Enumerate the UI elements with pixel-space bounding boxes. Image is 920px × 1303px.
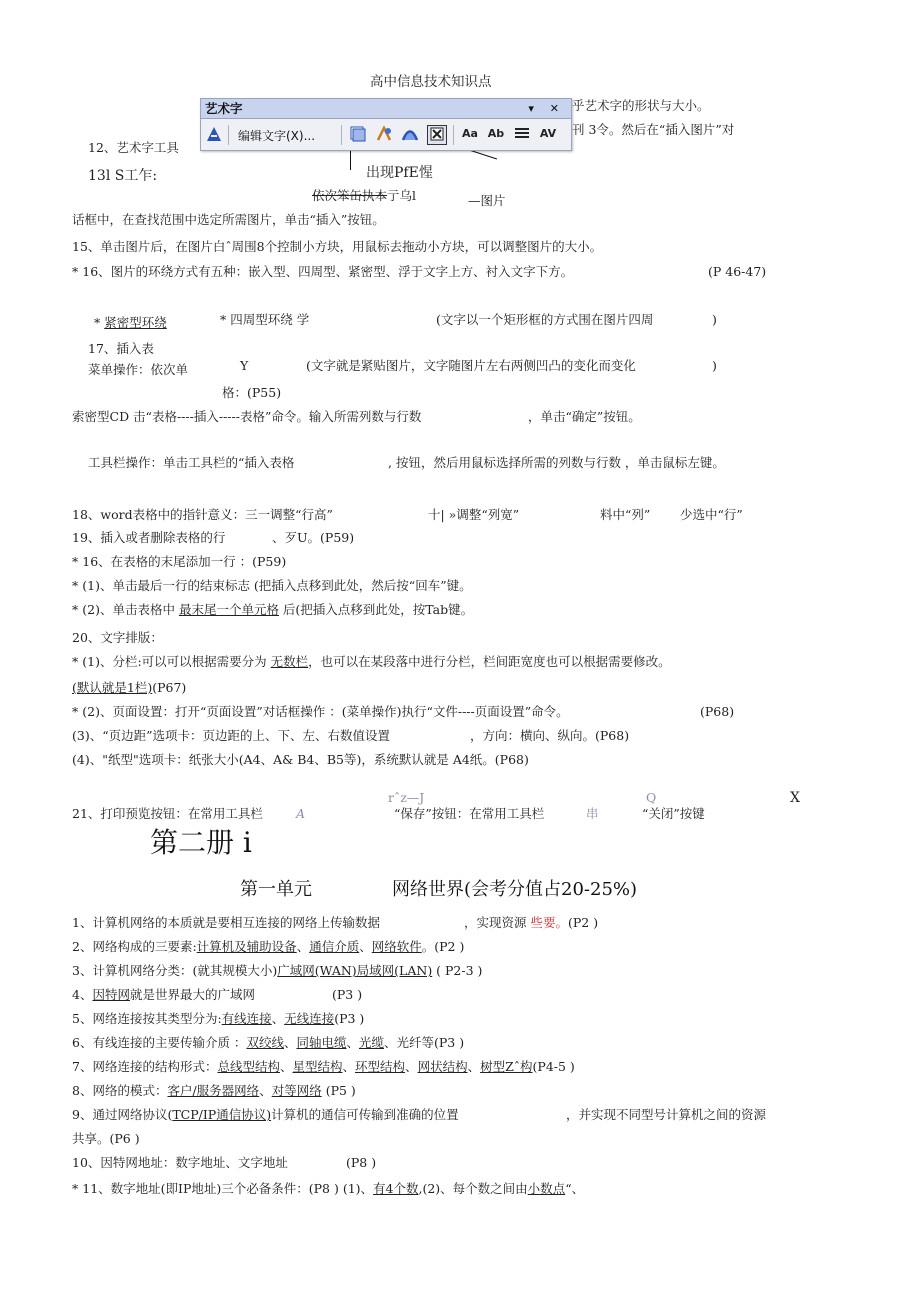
wordart-toolbar-titlebar [201, 99, 571, 119]
net-line-9d: 共享。(P6 ) [72, 1131, 140, 1146]
line-16-ref: (P 46-47) [708, 264, 767, 279]
line-20-1: * (1)、分栏:可以可以根据需要分为 无数栏，也可以在某段落中进行分栏，栏间距宽度也可以根据需要修改。 [72, 654, 671, 669]
wordart-toolbar [200, 98, 572, 151]
menu-command: 索密型CD 击“表格----插入-----表格”命令。输入所需列数与行数 [72, 409, 422, 424]
overlay-mid-3: —图片 [468, 193, 506, 208]
item-12: 12、艺术字工具 [88, 140, 179, 155]
volume-heading: 第二册 i [150, 826, 252, 859]
line-16b-1: * (1)、单击最后一行的结束标志 (把插入点移到此处，然后按“回车”键。 [72, 578, 472, 593]
faint-mark-1: rˆz—J [388, 790, 425, 805]
toolbar-window-controls[interactable]: ▾ ✕ [528, 102, 565, 115]
paren-close-1: ) [712, 312, 717, 327]
overlay-mid-2 [312, 188, 416, 203]
item-17: 17、插入表 [88, 341, 154, 356]
line-21b: “保存”按钮：在常用工具栏 [394, 806, 545, 821]
net-line-1b: ，实现资源 些要。(P2 ) [464, 915, 599, 930]
net-line-3: 3、计算机网络分类：(就其规模大小)广域网(WAN)局域网(LAN) ( P2-3 ) [72, 963, 483, 978]
net-line-4: 4、因特网就是世界最大的广域网 [72, 987, 255, 1002]
menu-command-2: ，单击“确定”按钮。 [528, 409, 641, 424]
unit-heading: 第一单元 [240, 879, 312, 900]
wordart-shape-icon[interactable] [401, 125, 419, 143]
net-line-4-ref: (P3 ) [332, 987, 363, 1002]
line-18c: 料中“列” [600, 507, 651, 522]
overlay-mid-1: 出现PfE惺 [366, 165, 433, 181]
line-16b-2: * (2)、单击表格中 最末尾一个单元格 后(把插入点移到此处，按Tab键。 [72, 602, 474, 617]
alignment-icon[interactable] [513, 125, 531, 143]
same-letter-heights-icon[interactable]: Aa [462, 127, 478, 140]
item-13: 13l S工乍: [88, 168, 158, 184]
toolbar-operation: 工具栏操作：单击工具栏的“插入表格 [88, 455, 295, 470]
document-title: 高中信息技术知识点 [370, 74, 492, 90]
toolbar-separator [453, 125, 454, 145]
line-20-3b: ，方向：横向、纵向。(P68) [470, 728, 630, 743]
net-line-9: 9、通过网络协议(TCP/IP通信协议)计算机的通信可传输到准确的位置 [72, 1107, 459, 1122]
net-line-6: 6、有线连接的主要传输介质 ：双绞线、同轴电缆、光缆、光纤等(P3 ) [72, 1035, 465, 1050]
net-line-5: 5、网络连接按其类型分为:有线连接、无线连接(P3 ) [72, 1011, 365, 1026]
x-mark: X [790, 790, 800, 806]
overlay-text-right-1: 乎艺术字的形状与大小。 [572, 98, 710, 113]
toolbar-separator [341, 125, 342, 145]
net-line-8: 8、网络的模式：客户/服务器网络、对等网络 (P5 ) [72, 1083, 356, 1098]
net-line-10: 10、因特网地址：数字地址、文字地址 [72, 1155, 288, 1170]
wrap-square-desc: (文字以一个矩形框的方式围在图片四周 [436, 312, 654, 327]
character-spacing-icon[interactable]: AV [539, 127, 557, 140]
toolbar-separator [228, 125, 229, 145]
net-line-7: 7、网络连接的结构形式：总线型结构、星型结构、环型结构、网状结构、树型Zˆ构(P4-5 ) [72, 1059, 575, 1074]
line-21c: “关闭”按键 [642, 806, 705, 821]
faint-mark-2: Q [646, 790, 657, 805]
grid-ref: 格：(P55) [222, 385, 282, 400]
overlay-mid-2a: 依次笨缶执本 [312, 188, 388, 203]
line-20-2: * (2)、页面设置：打开“页面设置”对话框操作 ：(菜单操作)执行“文件----页面设置”命令。 [72, 704, 569, 719]
save-glyph: 串 [586, 806, 599, 821]
unit-title: 网络世界(会考分值占20-25%) [392, 879, 638, 900]
net-line-9c: ，并实现不同型号计算机之间的资源 [566, 1107, 767, 1122]
text-wrapping-icon[interactable] [427, 125, 447, 145]
vertical-text-icon[interactable]: Ab [487, 127, 505, 140]
tight-wrap-desc: (文字就是紧贴图片，文字随图片左右两侧凹凸的变化而变化 [306, 358, 636, 373]
line-18d: 少选中“行” [680, 507, 743, 522]
line-16: * 16、图片的环绕方式有五种：嵌入型、四周型、紧密型、浮于文字上方、衬入文字下方。 [72, 264, 574, 279]
overlay-text-right-2: 刊 3令。然后在“插入图片”对 [572, 122, 735, 137]
print-preview-glyph: A [296, 806, 306, 821]
net-line-2: 2、网络构成的三要素:计算机及辅助设备、通信介质、网络软件。(P2 ) [72, 939, 465, 954]
toolbar-operation-2: , 按钮，然后用鼠标选择所需的列数与行数 ，单击鼠标左键。 [388, 455, 725, 470]
line-19: 19、插入或者删除表格的行 [72, 530, 226, 545]
net-line-10-ref: (P8 ) [346, 1155, 377, 1170]
line-14: 话框中，在查找范围中选定所需图片，单击“插入”按钮。 [72, 212, 385, 227]
edit-text-button[interactable]: 编辑文字(X)... [238, 129, 316, 143]
line-15: 15、单击图片后，在图片白ˆ周围8个控制小方块，用鼠标去拖动小方块，可以调整图片的大小。 [72, 239, 603, 254]
line-20-1c: (默认就是1栏)(P67) [72, 680, 187, 695]
paren-close-2: ) [712, 358, 717, 373]
menu-operation: 菜单操作：依次单 [88, 362, 189, 377]
format-wordart-icon[interactable] [375, 125, 393, 143]
net-line-11: * 11、数字地址(即IP地址)三个必备条件：(P8 ) (1)、有4个数,(2)、每个数之间由小数点“、 [72, 1181, 585, 1196]
overlay-mid-2b: 亍乌l [387, 188, 417, 203]
line-20-4: (4)、"纸型"选项卡：纸张大小(A4、A& B4、B5等)，系统默认就是 A4纸。(P68) [72, 752, 529, 767]
line-16b: * 16、在表格的末尾添加一行 ：(P59) [72, 554, 287, 569]
y-mark: Y [240, 358, 249, 373]
line-20: 20、文字排版： [72, 630, 163, 645]
wordart-gallery-icon[interactable] [349, 125, 367, 143]
line-20-3: (3)、“页边距”选项卡：页边距的上、下、左、右数值设置 [72, 728, 390, 743]
line-20-2-ref: (P68) [700, 704, 735, 719]
line-21a: 21、打印预览按钮：在常用工具栏 [72, 806, 263, 821]
line-19b: 、歹U。(P59) [272, 530, 355, 545]
wrap-tight: * 紧密型环绕 [94, 315, 167, 330]
line-18b: 十| »调整“列宽” [428, 507, 520, 522]
wordart-toolbar-title: 艺术字 [205, 101, 243, 116]
net-line-1: 1、计算机网络的本质就是要相互连接的网络上传输数据 [72, 915, 380, 930]
wrap-square: * 四周型环绕 学 [220, 312, 310, 327]
line-18a: 18、word表格中的指针意义：三一调整“行高” [72, 507, 333, 522]
wordart-insert-icon[interactable] [205, 125, 223, 143]
